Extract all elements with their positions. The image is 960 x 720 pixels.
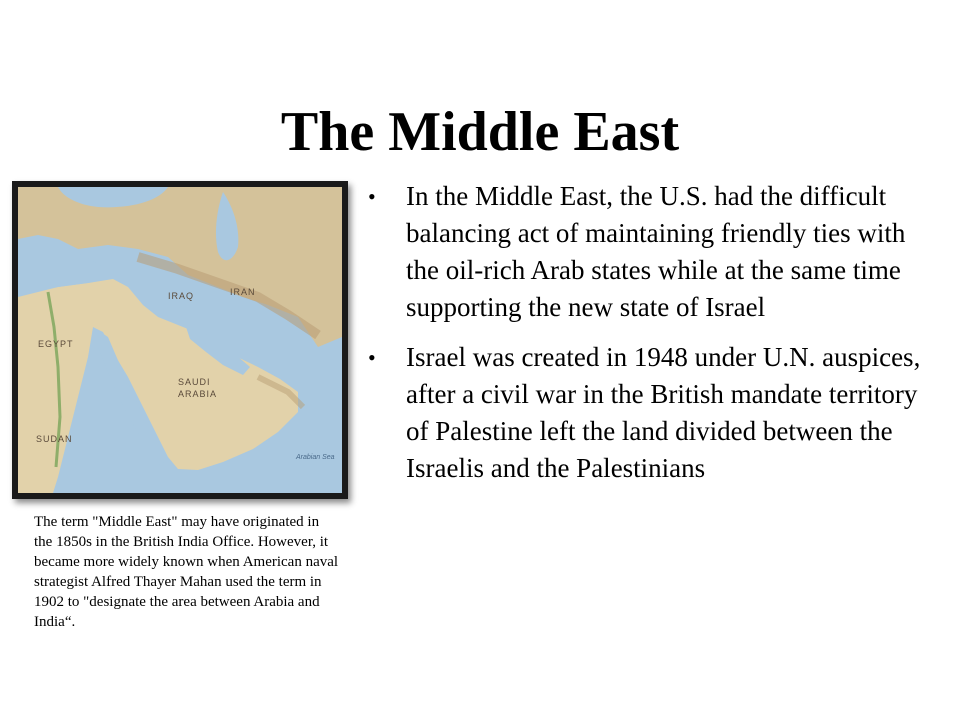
map-label-egypt: EGYPT — [38, 339, 74, 349]
bullet-marker: • — [368, 184, 376, 209]
bullet-marker: • — [368, 345, 376, 370]
middle-east-map — [12, 181, 348, 499]
map-label-arabian-sea: Arabian Sea — [296, 454, 335, 461]
map-label-saudi: SAUDI — [178, 377, 211, 387]
bullet-item — [368, 178, 928, 326]
map-image — [18, 187, 342, 493]
map-label-sudan: SUDAN — [36, 434, 73, 444]
map-caption: The term "Middle East" may have originated in the 1850s in the British India Office. However, it became more widely known when American naval strategist Alfred Thayer Mahan used the term in 1902 to "designate the area between Arabia and India“. — [34, 514, 339, 630]
bullet-list — [368, 178, 928, 500]
bullet-text: In the Middle East, the U.S. had the difficult balancing act of maintaining friendly ties with the oil-rich Arab states while at the same time supporting the new state of Israel — [406, 181, 906, 322]
bullet-item — [368, 339, 928, 487]
bullet-text: Israel was created in 1948 under U.N. auspices, after a civil war in the British mandate territory of Palestine left the land divided between the Israelis and the Palestinians — [406, 342, 921, 483]
slide-title: The Middle East — [280, 100, 680, 163]
map-label-iraq: IRAQ — [168, 291, 195, 301]
map-label-iran: IRAN — [230, 287, 256, 297]
map-label-arabia: ARABIA — [178, 389, 218, 399]
